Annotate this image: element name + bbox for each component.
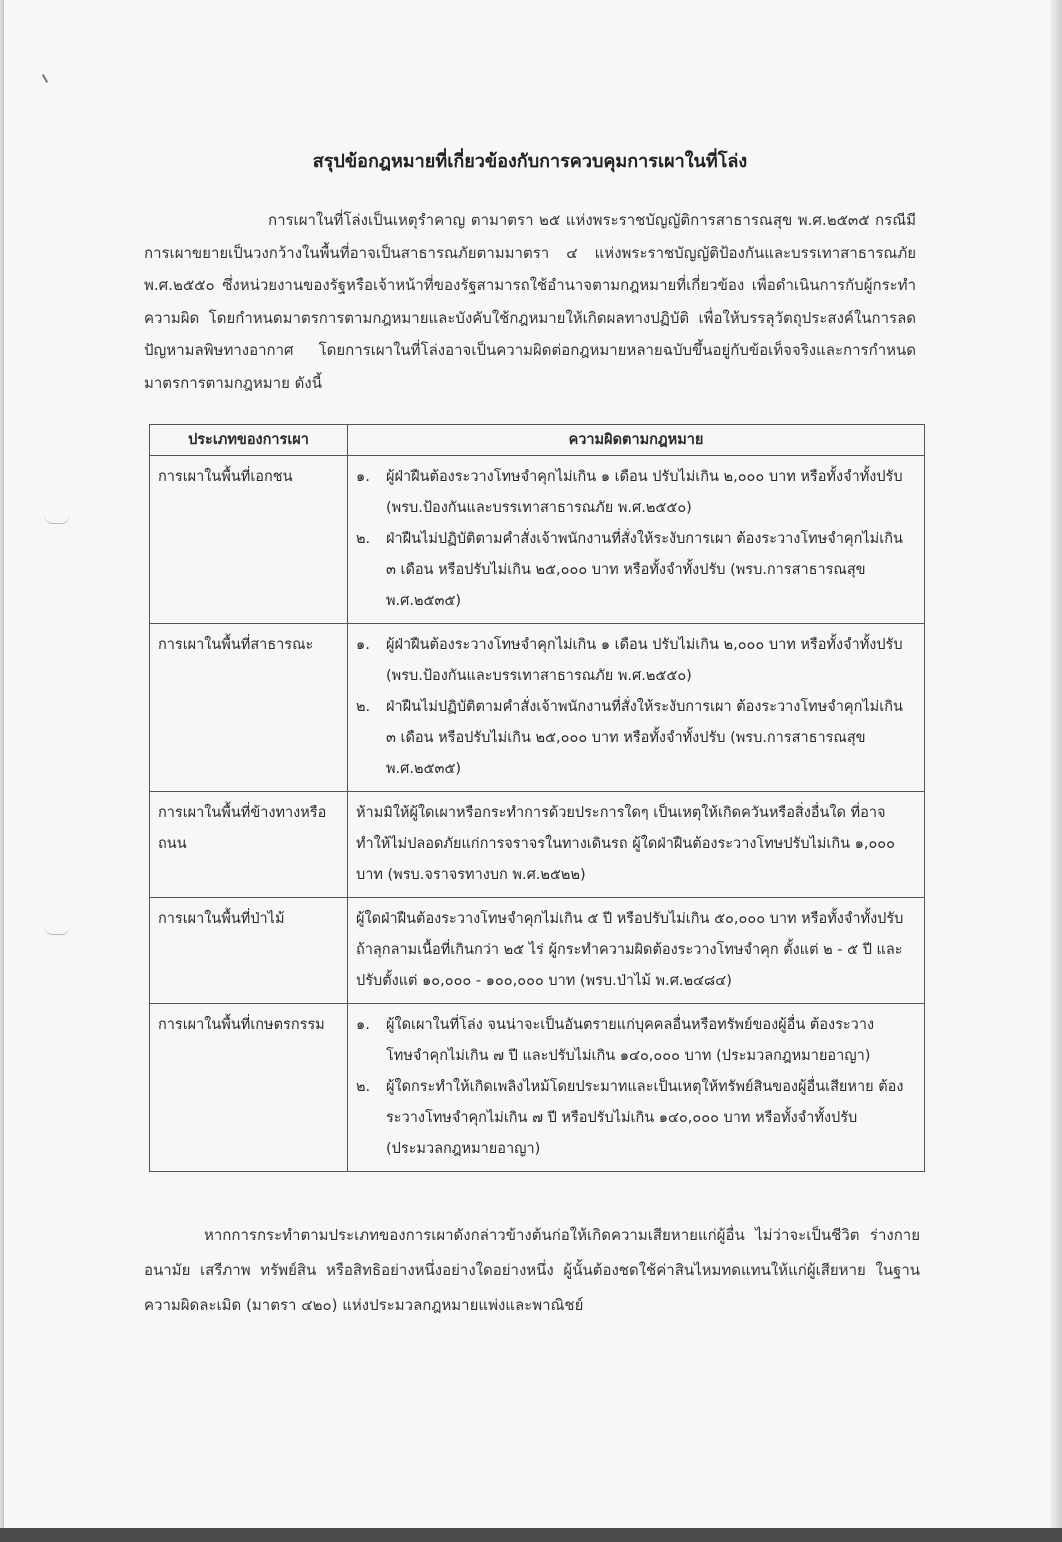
list-item xyxy=(356,524,916,617)
scan-mark xyxy=(42,74,48,83)
list-item xyxy=(356,692,916,785)
burn-type-cell: การเผาในพื้นที่เอกชน xyxy=(150,456,348,624)
offense-cell xyxy=(348,1004,925,1172)
item-text: ผู้ใดกระทำให้เกิดเพลิงไหม้โดยประมาทและเป็นเหตุให้ทรัพย์สินของผู้อื่นเสียหาย ต้องระวางโทษจำคุกไม่เกิน ๗ ปี หรือปรับไม่เกิน ๑๔๐,๐๐๐ บาท หรือทั้งจำทั้งปรับ (ประมวลกฎหมายอาญา) xyxy=(386,1079,904,1157)
intro-paragraph xyxy=(144,204,916,399)
item-text: ผู้ฝ่าฝืนต้องระวางโทษจำคุกไม่เกิน ๑ เดือน ปรับไม่เกิน ๒,๐๐๐ บาท หรือทั้งจำทั้งปรับ (พรบ.ป้องกันและบรรเทาสาธารณภัย พ.ศ.๒๕๕๐) xyxy=(386,469,903,516)
list-item xyxy=(356,630,916,692)
header-burn-type: ประเภทของการเผา xyxy=(150,425,348,456)
item-number: ๑. xyxy=(356,469,370,485)
table-row xyxy=(150,898,925,1004)
closing-paragraph xyxy=(144,1218,920,1323)
scan-mark xyxy=(44,926,70,935)
table-header-row xyxy=(150,425,925,456)
item-number: ๑. xyxy=(356,637,370,653)
list-item xyxy=(356,1072,916,1165)
item-text: ผู้ใดเผาในที่โล่ง จนน่าจะเป็นอันตรายแก่บุคคลอื่นหรือทรัพย์ของผู้อื่น ต้องระวางโทษจำคุกไม่เกิน ๗ ปี และปรับไม่เกิน ๑๔๐,๐๐๐ บาท (ประมวลกฎหมายอาญา) xyxy=(386,1017,875,1064)
scanner-edge xyxy=(0,1528,1062,1542)
table-row xyxy=(150,792,925,898)
document-page xyxy=(4,0,1056,1528)
item-number: ๒. xyxy=(356,531,371,547)
table-row xyxy=(150,624,925,792)
offense-cell: ผู้ใดฝ่าฝืนต้องระวางโทษจำคุกไม่เกิน ๕ ปี หรือปรับไม่เกิน ๕๐,๐๐๐ บาท หรือทั้งจำทั้งปรับ ถ้าลุกลามเนื้อที่เกินกว่า ๒๕ ไร่ ผู้กระทำความผิดต้องระวางโทษจำคุก ตั้งแต่ ๒ - ๕ ปี และปรับตั้งแต่ ๑๐,๐๐๐ - ๑๐๐,๐๐๐ บาท (พรบ.ป่าไม้ พ.ศ.๒๔๘๔) xyxy=(348,898,925,1004)
burn-type-cell: การเผาในพื้นที่เกษตรกรรม xyxy=(150,1004,348,1172)
item-number: ๒. xyxy=(356,1079,371,1095)
item-text: ฝ่าฝืนไม่ปฏิบัติตามคำสั่งเจ้าพนักงานที่สั่งให้ระงับการเผา ต้องระวางโทษจำคุกไม่เกิน ๓ เดือน หรือปรับไม่เกิน ๒๕,๐๐๐ บาท หรือทั้งจำทั้งปรับ (พรบ.การสาธารณสุข พ.ศ.๒๕๓๕) xyxy=(386,531,903,609)
page-edge xyxy=(1050,0,1062,1530)
burn-type-cell: การเผาในพื้นที่ข้างทางหรือถนน xyxy=(150,792,348,898)
list-item xyxy=(356,462,916,524)
offense-cell: ห้ามมิให้ผู้ใดเผาหรือกระทำการด้วยประการใดๆ เป็นเหตุให้เกิดควันหรือสิ่งอื่นใด ที่อาจทำให้ไม่ปลอดภัยแก่การจราจรในทางเดินรถ ผู้ใดฝ่าฝืนต้องระวางโทษปรับไม่เกิน ๑,๐๐๐ บาท (พรบ.จราจรทางบก พ.ศ.๒๕๒๒) xyxy=(348,792,925,898)
offense-cell xyxy=(348,624,925,792)
scan-mark xyxy=(44,515,70,524)
item-text: ฝ่าฝืนไม่ปฏิบัติตามคำสั่งเจ้าพนักงานที่สั่งให้ระงับการเผา ต้องระวางโทษจำคุกไม่เกิน ๓ เดือน หรือปรับไม่เกิน ๒๕,๐๐๐ บาท หรือทั้งจำทั้งปรับ (พรบ.การสาธารณสุข พ.ศ.๒๕๓๕) xyxy=(386,699,903,777)
law-table xyxy=(149,424,925,1172)
burn-type-cell: การเผาในพื้นที่สาธารณะ xyxy=(150,624,348,792)
list-item xyxy=(356,1010,916,1072)
header-legal-offense: ความผิดตามกฎหมาย xyxy=(348,425,925,456)
table-row xyxy=(150,456,925,624)
table-row xyxy=(150,1004,925,1172)
document-title: สรุปข้อกฎหมายที่เกี่ยวข้องกับการควบคุมการเผาในที่โล่ง xyxy=(312,151,748,172)
item-number: ๑. xyxy=(356,1017,370,1033)
item-text: ผู้ฝ่าฝืนต้องระวางโทษจำคุกไม่เกิน ๑ เดือน ปรับไม่เกิน ๒,๐๐๐ บาท หรือทั้งจำทั้งปรับ (พรบ.ป้องกันและบรรเทาสาธารณภัย พ.ศ.๒๕๕๐) xyxy=(386,637,903,684)
closing-text: หากการกระทำตามประเภทของการเผาดังกล่าวข้างต้นก่อให้เกิดความเสียหายแก่ผู้อื่น ไม่ว่าจะเป็นชีวิต ร่างกาย อนามัย เสรีภาพ ทรัพย์สิน หรือสิทธิอย่างหนึ่งอย่างใดอย่างหนึ่ง ผู้นั้นต้องชดใช้ค่าสินไหมทดแทนให้แก่ผู้เสียหาย ในฐานความผิดละเมิด (มาตรา ๔๒๐) แห่งประมวลกฎหมายแพ่งและพาณิชย์ xyxy=(144,1226,920,1314)
item-number: ๒. xyxy=(356,699,371,715)
intro-text: การเผาในที่โล่งเป็นเหตุรำคาญ ตามาตรา ๒๕ แห่งพระราชบัญญัติการสาธารณสุข พ.ศ.๒๕๓๕ กรณีมีการเผาขยายเป็นวงกว้างในพื้นที่อาจเป็นสาธารณภัยตามมาตรา ๔ แห่งพระราชบัญญัติป้องกันและบรรเทาสาธารณภัย พ.ศ.๒๕๕๐ ซึ่งหน่วยงานของรัฐหรือเจ้าหน้าที่ของรัฐสามารถใช้อำนาจตามกฎหมายที่เกี่ยวข้อง เพื่อดำเนินการกับผู้กระทำความผิด โดยกำหนดมาตรการตามกฎหมายและบังคับใช้กฎหมายให้เกิดผลทางปฏิบัติ เพื่อให้บรรลุวัตถุประสงค์ในการลดปัญหามลพิษทางอากาศ โดยการเผาในที่โล่งอาจเป็นความผิดต่อกฎหมายหลายฉบับขึ้นอยู่กับข้อเท็จจริงและการกำหนดมาตรการตามกฎหมาย ดังนี้ xyxy=(144,211,916,392)
offense-cell xyxy=(348,456,925,624)
burn-type-cell: การเผาในพื้นที่ป่าไม้ xyxy=(150,898,348,1004)
